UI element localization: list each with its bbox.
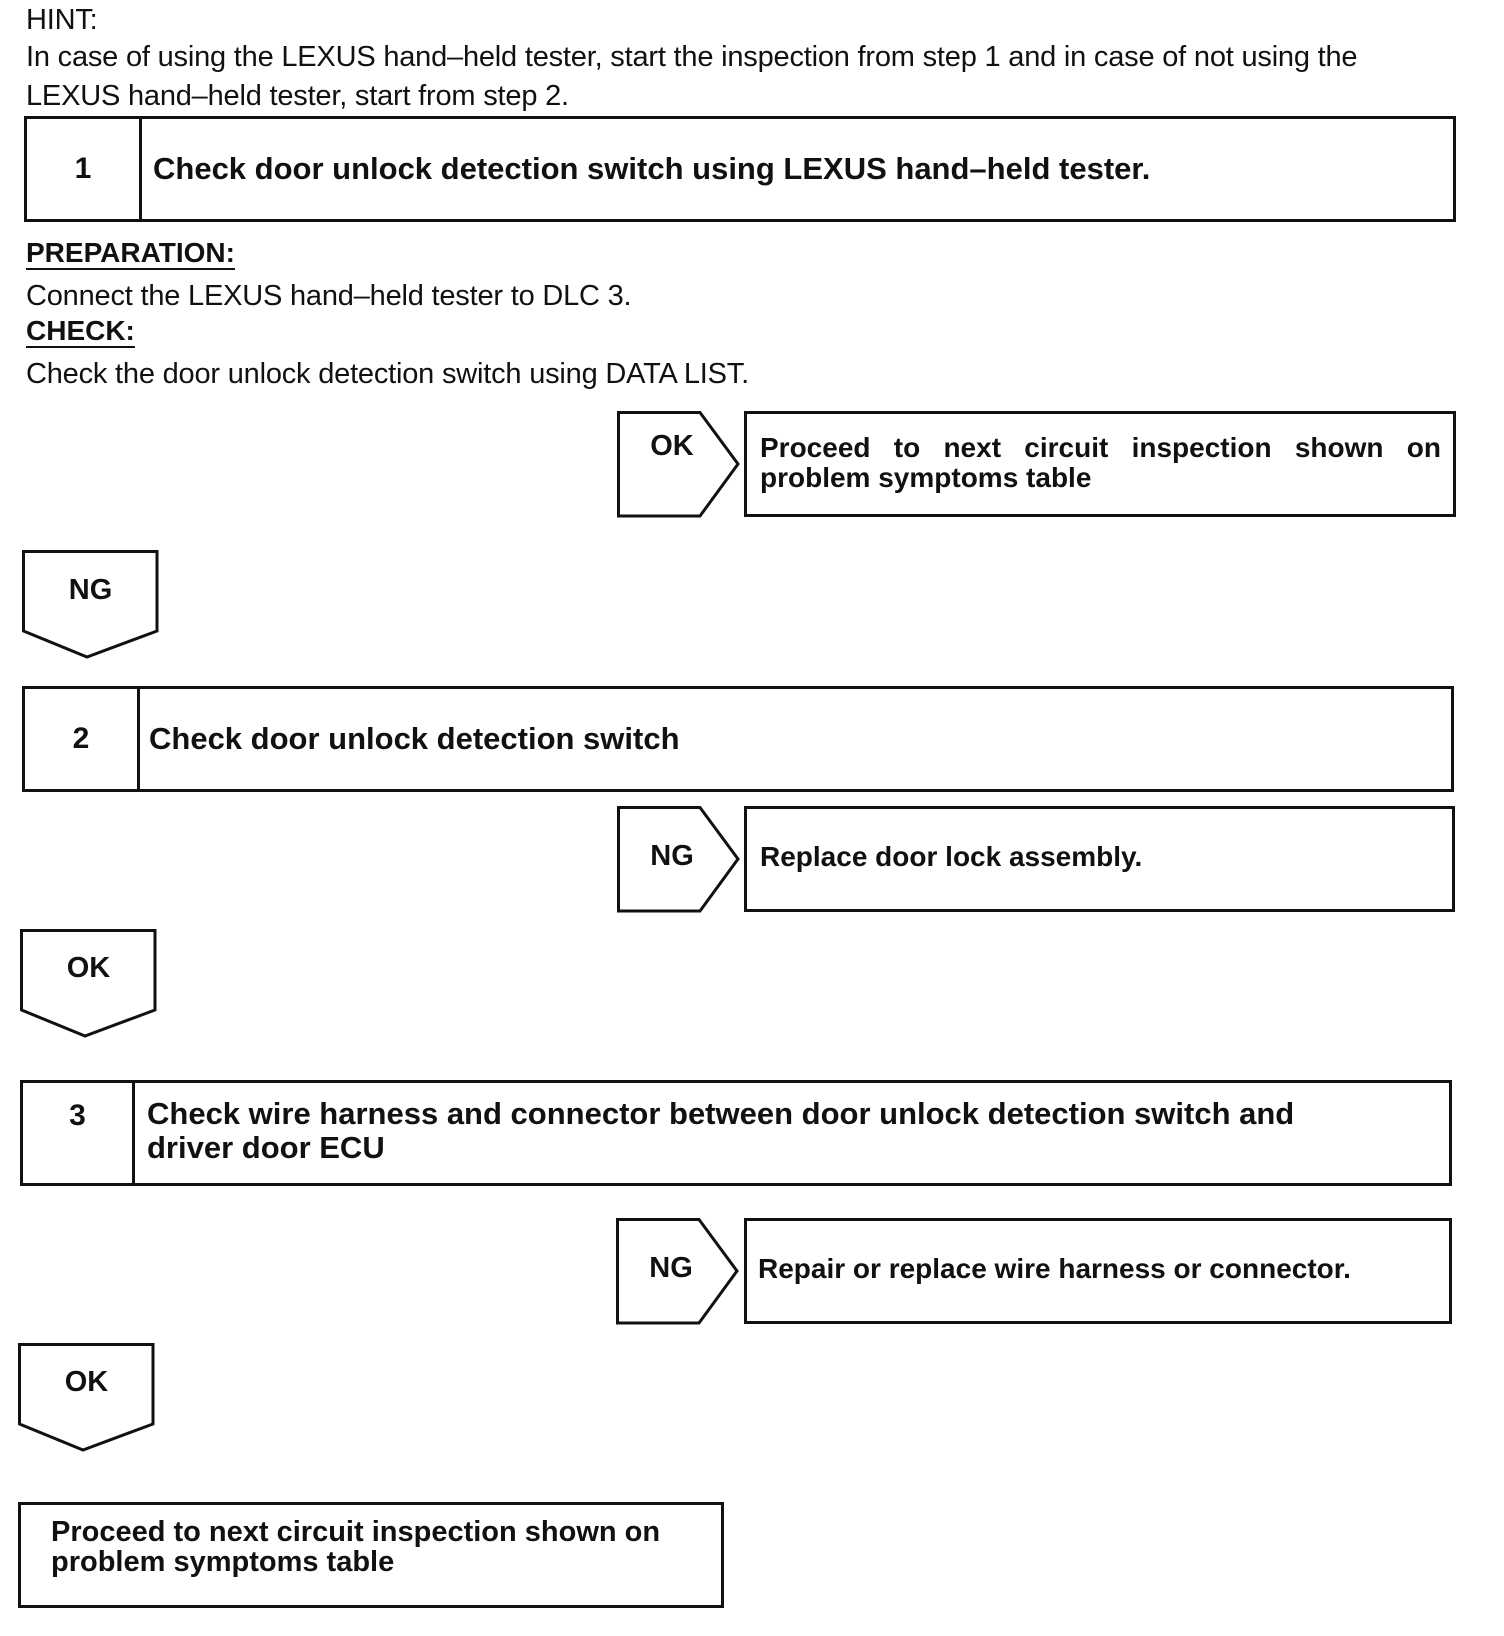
ok-arrow-right-icon — [617, 411, 741, 518]
check-text: Check the door unlock detection switch using DATA LIST. — [26, 358, 749, 390]
step-3-number: 3 — [23, 1083, 135, 1183]
step-2-ng-label: NG — [650, 840, 694, 872]
step-2-title: Check door unlock detection switch — [149, 721, 680, 756]
step-3-title-line1: Check wire harness and connector between door unlock detection switch and — [147, 1096, 1295, 1131]
hint-text-line1: In case of using the LEXUS hand–held tester, start the inspection from step 1 and in case of not using the — [26, 41, 1358, 73]
check-label: CHECK: — [26, 315, 135, 346]
step-3-ng-result-box — [744, 1218, 1452, 1324]
step-3-box — [20, 1080, 1452, 1186]
step-2-number: 2 — [25, 689, 140, 789]
step-2-ok-label: OK — [66, 952, 111, 984]
step-1-ng-label: NG — [68, 574, 113, 606]
step-2-box — [22, 686, 1454, 792]
step-1-box — [24, 116, 1456, 222]
step-1-title: Check door unlock detection switch using LEXUS hand–held tester. — [153, 151, 1151, 186]
step-2-ng-result-text: Replace door lock assembly. — [760, 841, 1143, 872]
hint-text-line2: LEXUS hand–held tester, start from step 2. — [26, 80, 569, 112]
final-result-text — [51, 1517, 709, 1577]
step-3-ng-result-text: Repair or replace wire harness or connector. — [758, 1253, 1351, 1284]
preparation-text: Connect the LEXUS hand–held tester to DLC 3. — [26, 280, 632, 312]
step-3-ok-label: OK — [64, 1366, 109, 1398]
step-1-ok-result-text: Proceed to next circuit inspection shown on problem symptoms table — [760, 432, 1441, 493]
step-1-ok-label: OK — [650, 430, 694, 462]
final-result-box — [18, 1502, 724, 1608]
preparation-label: PREPARATION: — [26, 237, 235, 268]
step-3-ng-label: NG — [649, 1252, 693, 1284]
step-2-ng-result-box — [744, 806, 1455, 912]
step-3-title-line2: driver door ECU — [147, 1130, 385, 1165]
final-result-line1: Proceed to next circuit inspection shown on — [51, 1516, 661, 1548]
step-1-number: 1 — [27, 119, 142, 219]
step-1-ok-result-box — [744, 411, 1456, 517]
step-3-title — [147, 1097, 1433, 1165]
hint-label: HINT: — [26, 4, 98, 36]
final-result-line2: problem symptoms table — [51, 1546, 395, 1578]
